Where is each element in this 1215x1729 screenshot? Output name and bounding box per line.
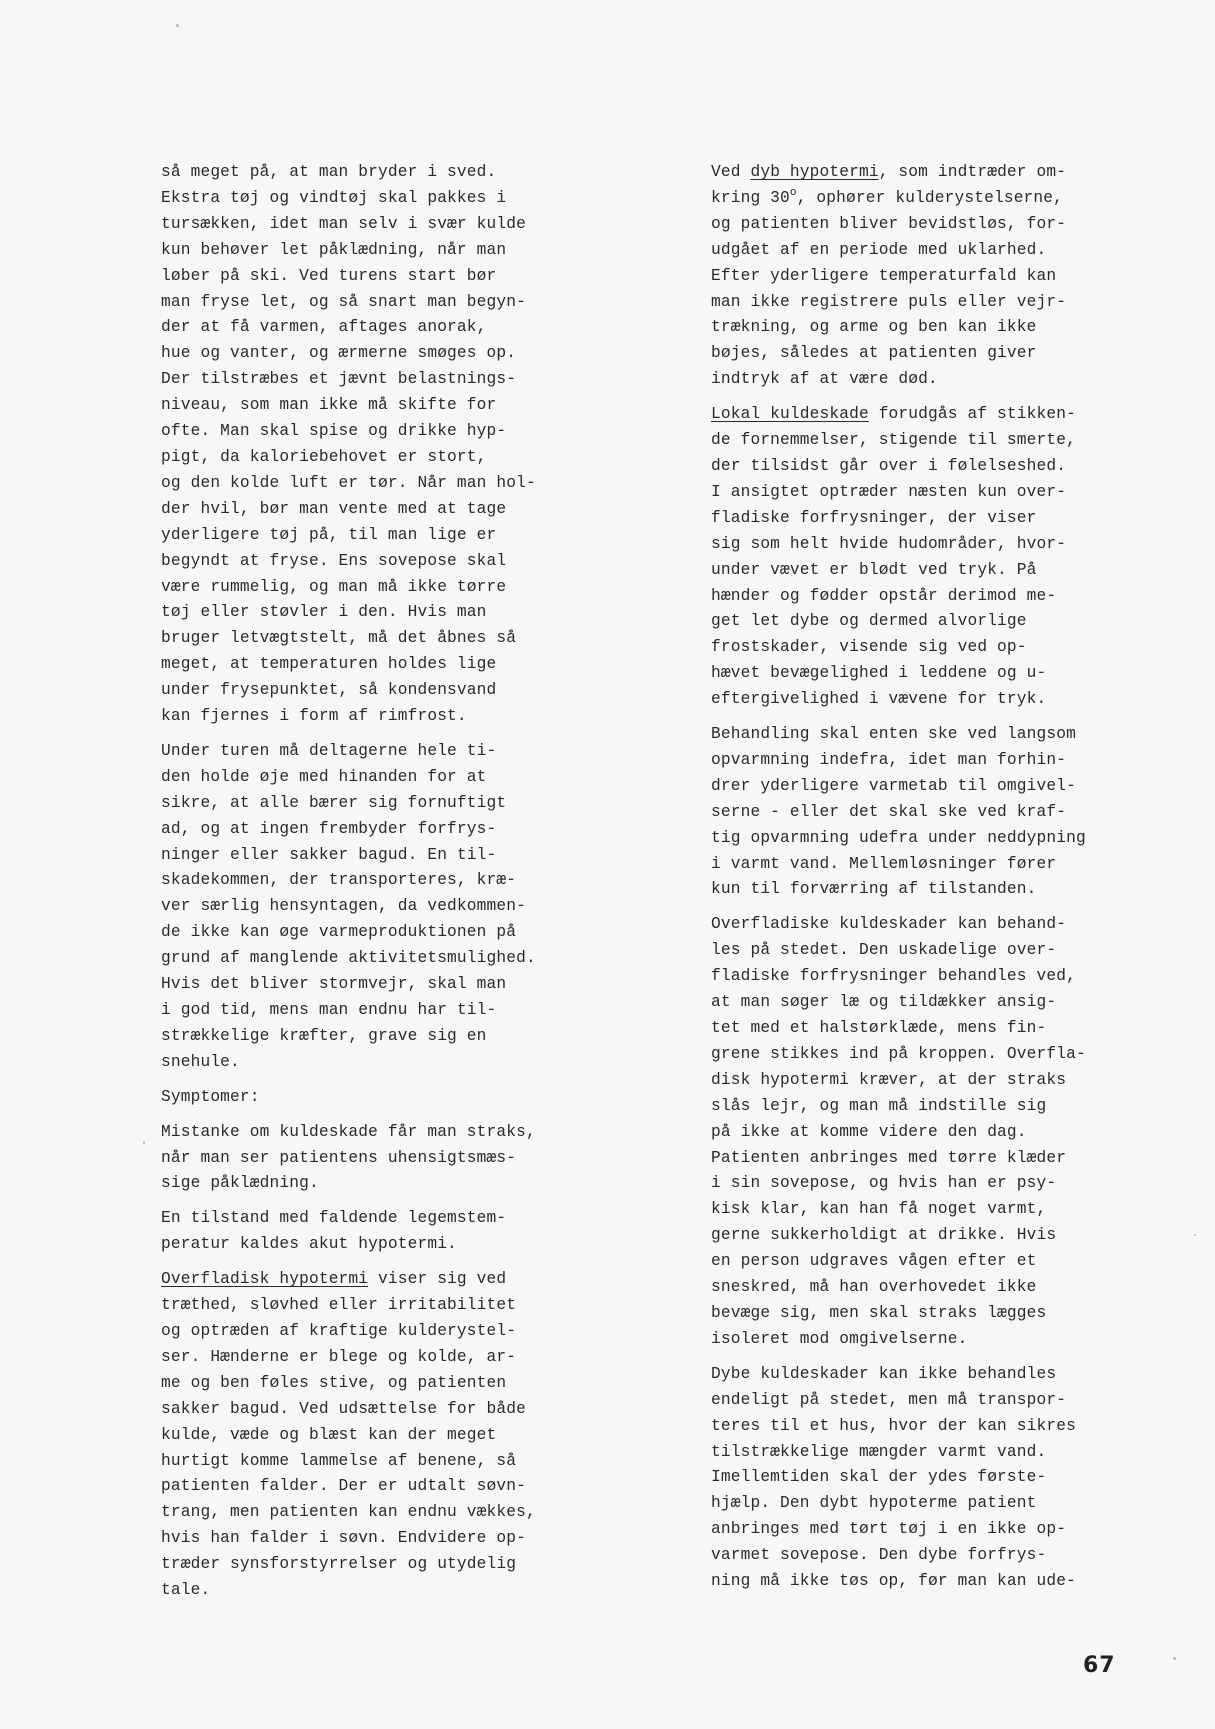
- text-line: ver særlig hensyntagen, da vedkommen-: [161, 897, 526, 916]
- text-line: disk hypotermi kræver, at der straks: [711, 1070, 1067, 1089]
- text-line: slås lejr, og man må indstille sig: [711, 1096, 1047, 1115]
- text-line: peratur kaldes akut hypotermi.: [161, 1235, 457, 1254]
- text-line: gerne sukkerholdigt at drikke. Hvis: [711, 1226, 1057, 1245]
- text-line: Patienten anbringes med tørre klæder: [711, 1148, 1067, 1167]
- text-line: tale.: [161, 1581, 211, 1600]
- text-line: Ekstra tøj og vindtøj skal pakkes i: [161, 188, 507, 207]
- text-line: løber på ski. Ved turens start bør: [161, 266, 497, 285]
- text-line: der hvil, bør man vente med at tage: [161, 499, 507, 518]
- text-line: snehule.: [161, 1052, 240, 1071]
- text-line: at man søger læ og tildækker ansig-: [711, 993, 1057, 1012]
- text-fragment: viser sig ved: [368, 1270, 507, 1289]
- text-line: på ikke at komme videre den dag.: [711, 1122, 1027, 1141]
- text-line: der tilsidst går over i følelseshed.: [711, 456, 1067, 475]
- text-line: me og ben føles stive, og patienten: [161, 1373, 507, 1392]
- text-line: tet med et halstørklæde, mens fin-: [711, 1019, 1047, 1037]
- text-line: sneskred, må han overhovedet ikke: [711, 1278, 1037, 1297]
- paragraph-superficial-treatment: [711, 912, 1111, 1352]
- text-fragment: , som indtræder om-: [878, 163, 1067, 181]
- text-line: [711, 186, 1111, 212]
- text-line: hvis han falder i søvn. Endvidere op-: [161, 1529, 526, 1548]
- scan-speck: [176, 24, 179, 27]
- text-line: [161, 1267, 566, 1293]
- text-line: trang, men patienten kan endnu vækkes,: [161, 1503, 536, 1522]
- section-heading: Symptomer:: [161, 1087, 260, 1106]
- text-line: en person udgraves vågen efter et: [711, 1252, 1037, 1271]
- text-line: strækkelige kræfter, grave sig en: [161, 1026, 487, 1045]
- text-line: og optræden af kraftige kulderystel-: [161, 1321, 517, 1340]
- text-line: i god tid, mens man endnu har til-: [161, 1001, 497, 1019]
- text-line: kun til forværring af tilstanden.: [711, 880, 1037, 899]
- text-line: [711, 160, 1111, 186]
- text-line: ser. Hænderne er blege og kolde, ar-: [161, 1347, 517, 1366]
- text-line: les på stedet. Den uskadelige over-: [711, 941, 1057, 960]
- text-line: kisk klar, kan han få noget varmt,: [711, 1200, 1047, 1219]
- text-line: Hvis det bliver stormvejr, skal man: [161, 975, 507, 994]
- text-line: yderligere tøj på, til man lige er: [161, 525, 497, 544]
- text-line: sakker bagud. Ved udsættelse for både: [161, 1399, 526, 1418]
- text-line: sige påklædning.: [161, 1174, 319, 1193]
- text-fragment: , ophører kulderystelserne,: [796, 188, 1064, 207]
- text-line: Imellemtiden skal der ydes første-: [711, 1468, 1047, 1487]
- text-line: endeligt på stedet, men må transpor-: [711, 1390, 1067, 1409]
- text-line: kan fjernes i form af rimfrost.: [161, 707, 467, 726]
- underlined-term: dyb hypotermi: [750, 163, 879, 181]
- text-line: og patienten bliver bevidstløs, for-: [711, 214, 1067, 233]
- underlined-term: Lokal kuldeskade: [711, 405, 869, 424]
- text-line: Der tilstræbes et jævnt belastnings-: [161, 370, 517, 389]
- text-line: indtryk af at være død.: [711, 370, 938, 389]
- text-line: Overfladiske kuldeskader kan behand-: [711, 915, 1067, 934]
- text-line: under vævet er blødt ved tryk. På: [711, 560, 1037, 579]
- scan-speck: [1194, 1234, 1196, 1236]
- text-line: i varmt vand. Mellemløsninger fører: [711, 854, 1057, 873]
- text-line: eftergivelighed i vævene for tryk.: [711, 690, 1047, 709]
- text-line: tursækken, idet man selv i svær kulde: [161, 214, 526, 233]
- text-line: trækning, og arme og ben kan ikke: [711, 318, 1037, 337]
- text-line: hurtigt komme lammelse af benene, så: [161, 1451, 517, 1470]
- text-line: begyndt at fryse. Ens sovepose skal: [161, 551, 507, 570]
- text-line: Behandling skal enten ske ved langsom: [711, 725, 1076, 744]
- text-line: hævet bevægelighed i leddene og u-: [711, 664, 1047, 683]
- text-line: skadekommen, der transporteres, kræ-: [161, 871, 517, 890]
- text-line: grene stikkes ind på kroppen. Overfla-: [711, 1044, 1086, 1063]
- text-line: de ikke kan øge varmeproduktionen på: [161, 923, 517, 942]
- underlined-term: Overfladisk hypotermi: [161, 1270, 369, 1289]
- page-number: 67: [1083, 1653, 1116, 1678]
- text-line: varmet sovepose. Den dybe forfrys-: [711, 1546, 1047, 1565]
- text-line: den holde øje med hinanden for at: [161, 767, 487, 786]
- paragraph-during-trip: [161, 739, 566, 1076]
- text-line: get let dybe og dermed alvorlige: [711, 612, 1027, 631]
- text-line: man fryse let, og så snart man begyn-: [161, 292, 526, 311]
- degree-superscript: o: [789, 186, 797, 199]
- scan-speck: [1173, 1657, 1176, 1660]
- text-line: Dybe kuldeskader kan ikke behandles: [711, 1364, 1057, 1383]
- text-line: udgået af en periode med uklarhed.: [711, 240, 1047, 259]
- paragraph-suspicion: [161, 1120, 566, 1198]
- text-line: hænder og fødder opstår derimod me-: [711, 586, 1057, 605]
- right-column: [711, 160, 1111, 1604]
- text-line: I ansigtet optræder næsten kun over-: [711, 482, 1067, 501]
- text-line: tilstrækkelige mængder varmt vand.: [711, 1442, 1047, 1461]
- paragraph-clothing: [161, 160, 566, 730]
- text-line: sikre, at alle bærer sig fornuftigt: [161, 793, 507, 812]
- paragraph-local-cold-injury: [711, 402, 1111, 713]
- text-line: patienten falder. Der er udtalt søvn-: [161, 1477, 526, 1496]
- text-line: Under turen må deltagerne hele ti-: [161, 741, 497, 760]
- text-line: under frysepunktet, så kondensvand: [161, 681, 497, 700]
- text-line: teres til et hus, hvor der kan sikres: [711, 1416, 1076, 1435]
- text-line: bevæge sig, men skal straks lægges: [711, 1303, 1047, 1322]
- text-line: man ikke registrere puls eller vejr-: [711, 292, 1067, 311]
- text-line: de fornemmelser, stigende til smerte,: [711, 431, 1076, 450]
- text-line: kulde, væde og blæst kan der meget: [161, 1425, 497, 1444]
- text-line: ofte. Man skal spise og drikke hyp-: [161, 422, 507, 441]
- text-line: tig opvarmning udefra under neddypning: [711, 828, 1086, 847]
- text-line: Mistanke om kuldeskade får man straks,: [161, 1122, 536, 1141]
- text-line: i sin sovepose, og hvis han er psy-: [711, 1174, 1057, 1193]
- text-line: Efter yderligere temperaturfald kan: [711, 266, 1057, 285]
- text-line: tøj eller støvler i den. Hvis man: [161, 603, 487, 622]
- text-line: bøjes, således at patienten giver: [711, 344, 1037, 363]
- text-line: være rummelig, og man må ikke tørre: [161, 577, 507, 596]
- text-line: træthed, sløvhed eller irritabilitet: [161, 1296, 517, 1315]
- text-line: kun behøver let påklædning, når man: [161, 240, 507, 259]
- paragraph-deep-treatment: [711, 1362, 1111, 1595]
- text-line: når man ser patientens uhensigtsmæs-: [161, 1148, 517, 1167]
- text-line: ning må ikke tøs op, før man kan ude-: [711, 1572, 1076, 1591]
- text-line: fladiske forfrysninger, der viser: [711, 508, 1037, 527]
- text-fragment: Ved: [711, 163, 751, 181]
- text-line: grund af manglende aktivitetsmulighed.: [161, 949, 536, 968]
- text-line: isoleret mod omgivelserne.: [711, 1329, 968, 1348]
- text-line: anbringes med tørt tøj i en ikke op-: [711, 1520, 1067, 1539]
- scan-speck: [143, 1141, 145, 1144]
- text-line: der at få varmen, aftages anorak,: [161, 318, 487, 337]
- text-line: frostskader, visende sig ved op-: [711, 638, 1027, 657]
- text-line: niveau, som man ikke må skifte for: [161, 396, 497, 415]
- text-line: så meget på, at man bryder i sved.: [161, 163, 497, 181]
- text-line: pigt, da kaloriebehovet er stort,: [161, 447, 487, 466]
- text-line: bruger letvægtstelt, må det åbnes så: [161, 629, 517, 648]
- text-fragment: kring 30: [711, 188, 790, 207]
- paragraph-deep-hypothermia: [711, 160, 1111, 393]
- symptoms-heading: [161, 1085, 566, 1111]
- text-line: og den kolde luft er tør. Når man hol-: [161, 473, 536, 492]
- text-line: meget, at temperaturen holdes lige: [161, 655, 497, 674]
- text-fragment: forudgås af stikken-: [868, 405, 1076, 424]
- text-line: træder synsforstyrrelser og utydelig: [161, 1555, 517, 1574]
- text-line: hue og vanter, og ærmerne smøges op.: [161, 344, 517, 363]
- text-line: serne - eller det skal ske ved kraf-: [711, 802, 1067, 821]
- paragraph-treatment: [711, 722, 1111, 903]
- text-line: sig som helt hvide hudområder, hvor-: [711, 534, 1067, 553]
- text-line: [711, 402, 1111, 428]
- text-line: ninger eller sakker bagud. En til-: [161, 845, 497, 864]
- text-line: fladiske forfrysninger behandles ved,: [711, 967, 1076, 986]
- text-line: hjælp. Den dybt hypoterme patient: [711, 1494, 1037, 1513]
- text-line: ad, og at ingen frembyder forfrys-: [161, 819, 497, 838]
- left-column: [161, 160, 566, 1613]
- text-line: En tilstand med faldende legemstem-: [161, 1209, 507, 1228]
- paragraph-acute-hypothermia: [161, 1206, 566, 1258]
- text-line: drer yderligere varmetab til omgivel-: [711, 776, 1076, 795]
- text-line: opvarmning indefra, idet man forhin-: [711, 750, 1067, 769]
- paragraph-superficial-hypothermia: [161, 1267, 566, 1604]
